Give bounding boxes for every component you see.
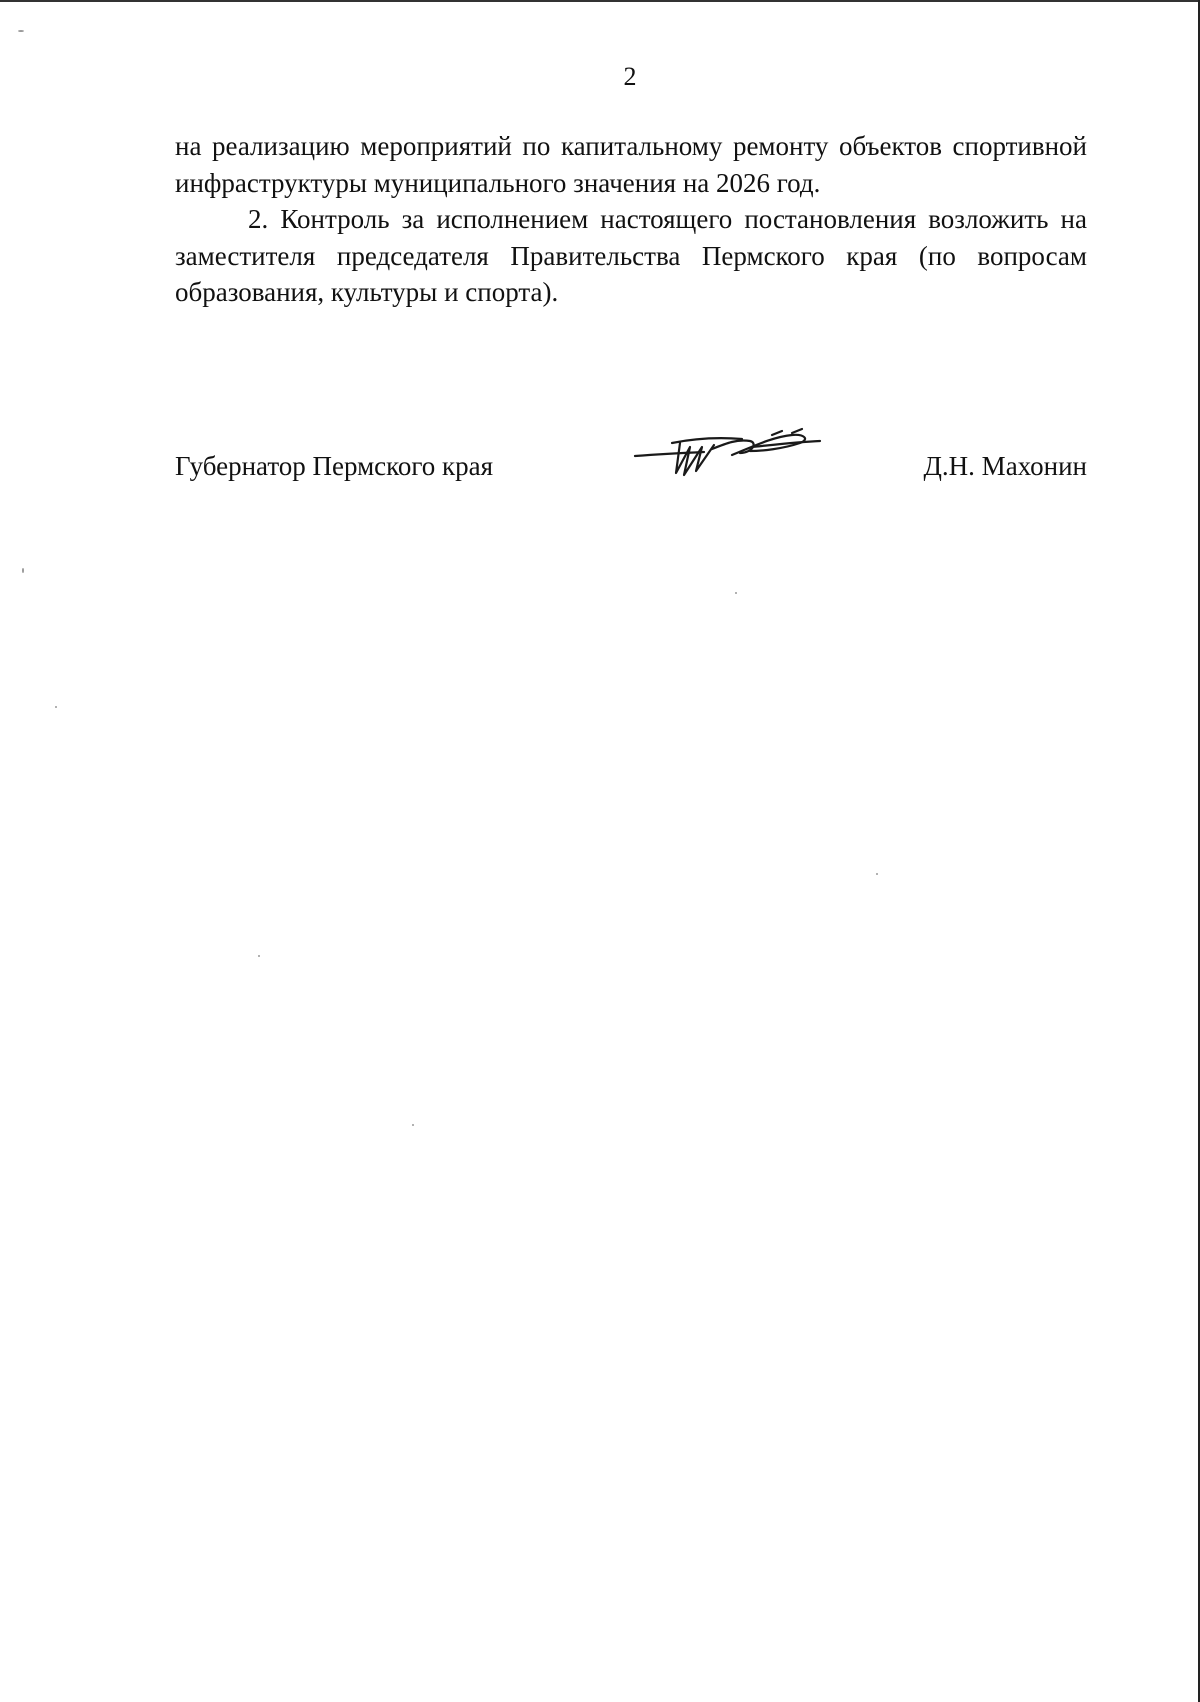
scan-speck bbox=[22, 568, 24, 573]
signature-block bbox=[175, 448, 1087, 488]
paragraph-continued: на реализацию мероприятий по капитальному ремонту объектов спортивной инфраструктуры муниципального значения на 2026 год. bbox=[175, 131, 1087, 198]
paragraph-control: 2. Контроль за исполнением настоящего постановления возложить на заместителя председателя Правительства Пермского края (по вопросам образования, культуры и спорта). bbox=[175, 204, 1087, 307]
scan-speck bbox=[412, 1124, 414, 1126]
scan-speck bbox=[876, 873, 878, 875]
page-number: 2 bbox=[623, 62, 637, 91]
scan-edge-top bbox=[0, 0, 1200, 2]
document-body bbox=[175, 128, 1087, 311]
signatory-position: Губернатор Пермского края bbox=[175, 451, 494, 481]
scan-speck bbox=[735, 592, 737, 594]
scan-speck bbox=[18, 30, 24, 32]
signatory-name: Д.Н. Махонин bbox=[923, 451, 1087, 481]
scan-speck bbox=[55, 706, 57, 708]
scan-speck bbox=[258, 955, 260, 957]
